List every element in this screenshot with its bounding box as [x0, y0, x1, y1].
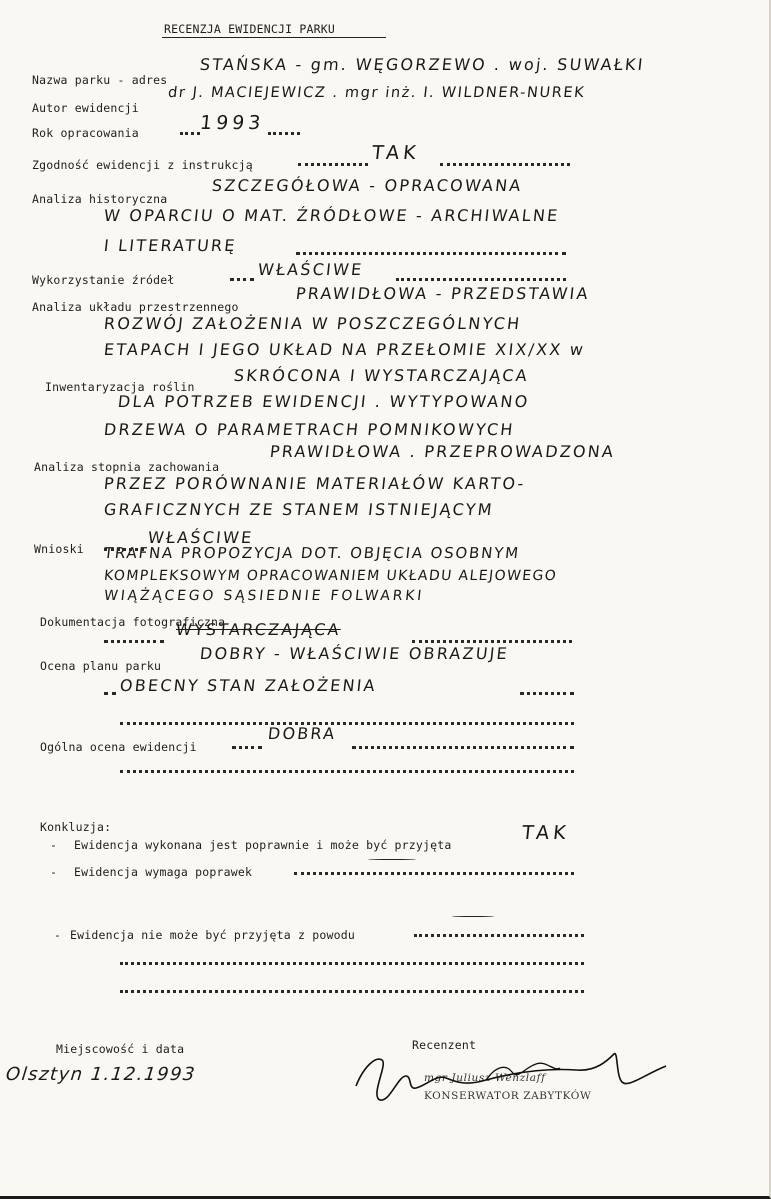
value-spatial-line3: ETAPACH I JEGO UKŁAD NA PRZEŁOMIE XIX/XX w — [103, 340, 587, 359]
value-spatial-line1: PRAWIDŁOWA - PRZEDSTAWIA — [295, 284, 591, 303]
dotted-line — [180, 132, 200, 135]
conclusion-dash: - — [50, 838, 58, 852]
form-title: RECENZJA EWIDENCJI PARKU — [164, 22, 335, 36]
label-plant-inventory: Inwentaryzacja roślin — [45, 380, 195, 394]
value-preservation-line2: PRZEZ PORÓWNANIE MATERIAŁÓW KARTO- — [103, 474, 527, 493]
dotted-line — [120, 990, 584, 993]
value-photo-documentation: WYSTARCZAJĄCA — [175, 620, 342, 639]
handwritten-mark — [368, 859, 416, 860]
label-preservation-analysis: Analiza stopnia zachowania — [34, 460, 220, 474]
dotted-line — [298, 163, 368, 166]
conclusion-heading: Konkluzja: — [40, 820, 112, 834]
dotted-line — [268, 132, 300, 135]
label-conclusions: Wnioski — [34, 542, 84, 556]
conclusion-accepted-text: Ewidencja wykonana jest poprawnie i może być przyjęta — [74, 838, 452, 852]
value-year: 1993 — [198, 112, 266, 134]
dotted-line — [232, 746, 262, 749]
value-overall-rating: DOBRA — [267, 724, 338, 743]
label-historical-analysis: Analiza historyczna — [32, 192, 168, 206]
value-plants-line2: DLA POTRZEB EWIDENCJI . WYTYPOWANO — [117, 392, 531, 411]
value-plan-line1: DOBRY - WŁAŚCIWIE OBRAZUJE — [199, 644, 510, 663]
label-year: Rok opracowania — [32, 126, 139, 140]
reviewer-label: Recenzent — [412, 1038, 477, 1052]
value-compliance: TAK — [370, 142, 421, 164]
dotted-line — [296, 252, 566, 255]
title-underline — [162, 37, 386, 38]
dotted-line — [414, 934, 584, 937]
reviewer-stamp-name: mgr Juliusz Wenzlaff — [424, 1072, 546, 1084]
value-historical-line1: SZCZEGÓŁOWA - OPRACOWANA — [211, 176, 524, 195]
value-plants-line1: SKRÓCONA I WYSTARCZAJĄCA — [233, 366, 530, 385]
value-author: dr J. MACIEJEWICZ . mgr inż. I. WILDNER-NUREK — [167, 85, 587, 101]
dotted-line — [120, 722, 574, 725]
value-preservation-line1: PRAWIDŁOWA . PRZEPROWADZONA — [269, 442, 617, 461]
dotted-line — [352, 746, 574, 749]
conclusion-dash: - — [54, 928, 62, 942]
dotted-line — [520, 692, 574, 695]
dotted-line — [104, 640, 164, 643]
label-compliance: Zgodność ewidencji z instrukcją — [32, 158, 253, 172]
value-sources-use: WŁAŚCIWE — [257, 260, 365, 279]
value-preservation-line3: GRAFICZNYCH ZE STANEM ISTNIEJĄCYM — [103, 500, 495, 519]
conclusion-dash: - — [50, 865, 58, 879]
place-date-label: Miejscowość i data — [56, 1042, 185, 1056]
value-historical-line3: I LITERATURĘ — [103, 236, 238, 255]
value-conclusions-line2: TRAFNA PROPOZYCJA DOT. OBJĘCIA OSOBNYM — [103, 544, 521, 562]
label-photo-documentation: Dokumentacja fotograficzna — [40, 615, 226, 629]
dotted-line — [294, 872, 574, 875]
value-conclusions-line1: WŁAŚCIWE — [147, 528, 255, 547]
label-park-plan-rating: Ocena planu parku — [40, 659, 162, 673]
label-sources-use: Wykorzystanie źródeł — [32, 273, 175, 287]
label-overall-rating: Ogólna ocena ewidencji — [40, 740, 197, 754]
place-date-value: Olsztyn 1.12.1993 — [4, 1064, 198, 1085]
dotted-line — [230, 278, 254, 281]
dotted-line — [104, 692, 116, 695]
label-park-name: Nazwa parku - adres — [32, 73, 168, 87]
dotted-line — [104, 548, 144, 551]
dotted-line — [412, 640, 572, 643]
value-plants-line3: DRZEWA O PARAMETRACH POMNIKOWYCH — [103, 420, 516, 439]
dotted-line — [440, 163, 570, 166]
value-conclusions-line4: WIĄŻĄCEGO SĄSIEDNIE FOLWARKI — [103, 588, 425, 604]
handwritten-mark — [452, 916, 494, 917]
value-conclusions-line3: KOMPLEKSOWYM OPRACOWANIEM UKŁADU ALEJOWEGO — [103, 568, 558, 584]
value-spatial-line2: ROZWÓJ ZAŁOŻENIA W POSZCZEGÓLNYCH — [103, 314, 523, 333]
value-historical-line2: W OPARCIU O MAT. ŹRÓDŁOWE - ARCHIWALNE — [103, 206, 561, 225]
conclusion-accepted-answer: TAK — [520, 822, 571, 844]
conclusion-rejected-text: Ewidencja nie może być przyjęta z powodu — [70, 928, 355, 942]
dotted-line — [396, 278, 566, 281]
conclusion-corrections-text: Ewidencja wymaga poprawek — [74, 865, 253, 879]
value-park-name: STAŃSKA - gm. WĘGORZEWO . woj. SUWAŁKI — [199, 55, 646, 74]
value-plan-line2: OBECNY STAN ZAŁOŻENIA — [119, 676, 378, 695]
reviewer-signature — [346, 1046, 676, 1106]
label-spatial-analysis: Analiza układu przestrzennego — [32, 300, 239, 314]
dotted-line — [120, 770, 574, 773]
reviewer-stamp-title: KONSERWATOR ZABYTKÓW — [424, 1090, 592, 1102]
dotted-line — [120, 962, 584, 965]
label-author: Autor ewidencji — [32, 101, 139, 115]
